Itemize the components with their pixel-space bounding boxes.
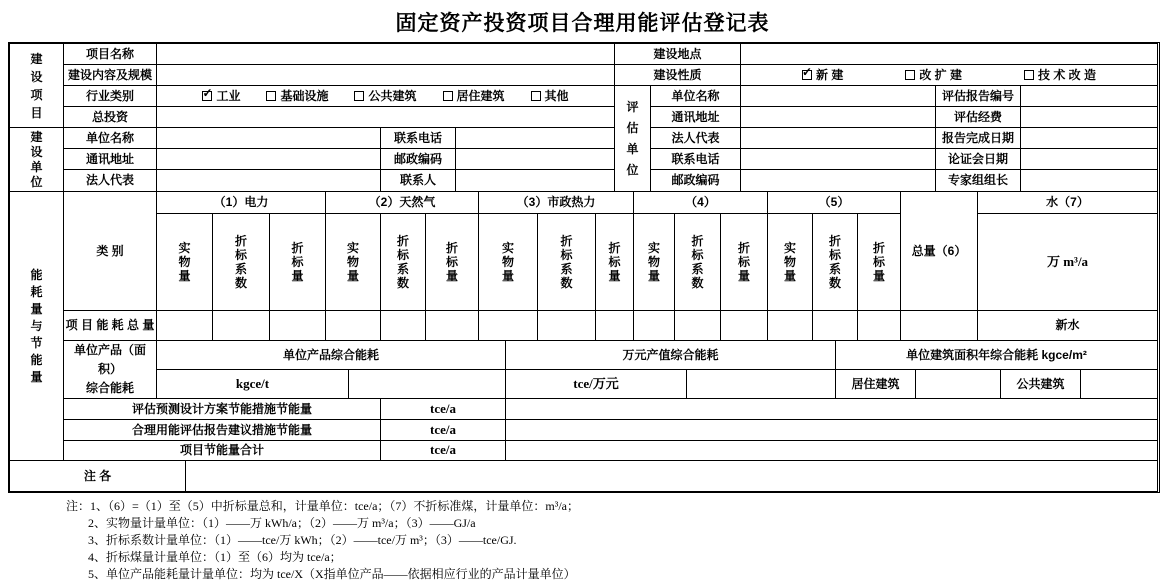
builder-contact-label: 联系人: [381, 170, 456, 192]
top-section-table: [9, 43, 1158, 192]
content-scale-value[interactable]: [157, 65, 615, 86]
energy-value-cell[interactable]: [157, 311, 213, 341]
savings-design-unit: tce/a: [381, 399, 506, 420]
nature-options-cell: [741, 65, 1158, 86]
checkbox-icon: [905, 70, 915, 80]
builder-contact-value[interactable]: [456, 170, 615, 192]
assessor-unit-name-label: 单位名称: [651, 86, 741, 107]
footnote-2: 2、实物量计量单位：（1）——万 kWh/a；（2）——万 m³/a；（3）——GJ/a: [88, 516, 476, 530]
public-building-value[interactable]: [1081, 370, 1158, 399]
total-energy-row-label: 项 目 能 耗 总 量: [64, 311, 157, 341]
checkbox-nature-new[interactable]: [802, 68, 843, 83]
checkbox-label: 基础设施: [280, 88, 329, 103]
builder-phone-label: 联系电话: [381, 128, 456, 149]
report-number-value[interactable]: [1021, 86, 1158, 107]
savings-design-label: 评估预测设计方案节能措施节能量: [64, 399, 381, 420]
footnote-5: 5、单位产品能耗量计量单位：均为 tce/X（X指单位产品——依据相应行业的产品计量单位）: [88, 567, 576, 581]
builder-address-value[interactable]: [157, 149, 381, 170]
group-header-4: （4）: [634, 192, 768, 214]
checkbox-icon: [802, 70, 812, 80]
checkbox-label: 新 建: [816, 67, 844, 82]
assess-fee-value[interactable]: [1021, 107, 1158, 128]
checkbox-industry-industrial[interactable]: [202, 89, 240, 104]
col-converted-label: 折标量: [596, 214, 634, 311]
per-product-header: 单位产品综合能耗: [157, 341, 506, 370]
checkbox-icon: [1024, 70, 1034, 80]
savings-report-label: 合理用能评估报告建议措施节能量: [64, 420, 381, 441]
col-conv-factor-label: 折标系数: [213, 214, 270, 311]
col-converted-label: 折标量: [270, 214, 326, 311]
group-header-natural-gas: （2）天然气: [326, 192, 479, 214]
location-label: 建设地点: [615, 44, 741, 65]
energy-value-cell[interactable]: [675, 311, 721, 341]
total6-header: 总量（6）: [901, 192, 978, 311]
col-physical-qty-label: 实物量: [326, 214, 381, 311]
checkbox-label: 工业: [216, 88, 241, 103]
savings-total-unit: tce/a: [381, 441, 506, 461]
col-conv-factor-label: 折标系数: [675, 214, 721, 311]
per-product-unit: kgce/t: [157, 370, 349, 399]
checkbox-label: 居住建筑: [456, 88, 505, 103]
assess-fee-label: 评估经费: [936, 107, 1021, 128]
checkbox-label: 公共建筑: [368, 88, 417, 103]
total-investment-value[interactable]: [157, 107, 615, 128]
footnotes: [0, 498, 1165, 583]
checkbox-industry-public[interactable]: [354, 89, 416, 104]
report-date-label: 报告完成日期: [936, 128, 1021, 149]
checkbox-icon: [531, 91, 541, 101]
assessor-address-value[interactable]: [741, 107, 936, 128]
energy-value-cell[interactable]: [326, 311, 381, 341]
energy-value-cell[interactable]: [538, 311, 596, 341]
fresh-water-label: 新水: [978, 311, 1158, 341]
location-value[interactable]: [741, 44, 1158, 65]
checkbox-icon: [202, 91, 212, 101]
group-header-municipal-heat: （3）市政热力: [479, 192, 634, 214]
col-physical-qty-label: 实物量: [157, 214, 213, 311]
checkbox-nature-expand[interactable]: [905, 68, 962, 83]
industry-label: 行业类别: [64, 86, 157, 107]
intensity-row-label: [64, 341, 157, 399]
savings-report-value[interactable]: [506, 420, 1158, 441]
expert-leader-label: 专家组组长: [936, 170, 1021, 192]
energy-value-cell[interactable]: [768, 311, 813, 341]
energy-section-table: [9, 191, 1158, 492]
water-unit-label: 万 m³/a: [978, 214, 1158, 311]
group-header-5: （5）: [768, 192, 901, 214]
category-header: 类 别: [64, 192, 157, 311]
assessor-zip-value[interactable]: [741, 170, 936, 192]
savings-total-value[interactable]: [506, 441, 1158, 461]
checkbox-label: 技 术 改 造: [1038, 67, 1097, 82]
energy-value-cell[interactable]: [596, 311, 634, 341]
remark-label: 注 各: [10, 461, 186, 492]
energy-value-cell[interactable]: [813, 311, 858, 341]
savings-report-unit: tce/a: [381, 420, 506, 441]
footnote-4: 4、折标煤量计量单位：（1）至（6）均为 tce/a；: [88, 550, 342, 564]
checkbox-industry-residential[interactable]: [443, 89, 505, 104]
per-product-value[interactable]: [349, 370, 506, 399]
group-construction-unit: 建设单位: [10, 128, 64, 192]
builder-zip-value[interactable]: [456, 149, 615, 170]
assessor-phone-label: 联系电话: [651, 149, 741, 170]
intensity-row-label-line1: 单位产品（面积）: [73, 343, 146, 376]
expert-leader-value[interactable]: [1021, 170, 1158, 192]
col-conv-factor-label: 折标系数: [538, 214, 596, 311]
project-name-label: 项目名称: [64, 44, 157, 65]
builder-unit-name-value[interactable]: [157, 128, 381, 149]
builder-phone-value[interactable]: [456, 128, 615, 149]
form-table: [8, 42, 1160, 493]
content-scale-label: 建设内容及规模: [64, 65, 157, 86]
builder-unit-name-label: 单位名称: [64, 128, 157, 149]
total6-value-cell[interactable]: [901, 311, 978, 341]
energy-value-cell[interactable]: [634, 311, 675, 341]
builder-zip-label: 邮政编码: [381, 149, 456, 170]
builder-address-label: 通讯地址: [64, 149, 157, 170]
group-energy-savings: 能耗量与节能量: [10, 192, 64, 461]
col-physical-qty-label: 实物量: [634, 214, 675, 311]
col-physical-qty-label: 实物量: [479, 214, 538, 311]
industry-options-cell: [157, 86, 615, 107]
col-converted-label: 折标量: [721, 214, 768, 311]
checkbox-icon: [354, 91, 364, 101]
group-header-electricity: （1）电力: [157, 192, 326, 214]
col-physical-qty-label: 实物量: [768, 214, 813, 311]
checkbox-industry-other[interactable]: [531, 89, 569, 104]
checkbox-label: 改 扩 建: [919, 67, 963, 82]
col-converted-label: 折标量: [426, 214, 479, 311]
form-sheet: [0, 7, 1165, 579]
per-value-unit: tce/万元: [506, 370, 687, 399]
energy-value-cell[interactable]: [721, 311, 768, 341]
energy-value-cell[interactable]: [213, 311, 270, 341]
per-value-value[interactable]: [687, 370, 836, 399]
energy-value-cell[interactable]: [381, 311, 426, 341]
report-date-value[interactable]: [1021, 128, 1158, 149]
checkbox-industry-infrastructure[interactable]: [266, 89, 328, 104]
per-area-header: 单位建筑面积年综合能耗 kgce/m²: [836, 341, 1158, 370]
col-converted-label: 折标量: [858, 214, 901, 311]
project-name-value[interactable]: [157, 44, 615, 65]
nature-label: 建设性质: [615, 65, 741, 86]
residential-label: 居住建筑: [836, 370, 916, 399]
savings-total-label: 项目节能量合计: [64, 441, 381, 461]
public-building-label: 公共建筑: [1001, 370, 1081, 399]
assessor-legal-value[interactable]: [741, 128, 936, 149]
group-construction-project: 建设项目: [10, 44, 64, 128]
builder-legal-label: 法人代表: [64, 170, 157, 192]
footnote-1: 注：1、（6）=（1）至（5）中折标量总和，计量单位：tce/a；（7）不折标准煤，计量单位：m³/a；: [66, 499, 580, 513]
assessor-phone-value[interactable]: [741, 149, 936, 170]
remark-value[interactable]: [186, 461, 1158, 492]
checkbox-label: 其他: [544, 88, 569, 103]
total-investment-label: 总投资: [64, 107, 157, 128]
assessor-zip-label: 邮政编码: [651, 170, 741, 192]
review-date-value[interactable]: [1021, 149, 1158, 170]
energy-value-cell[interactable]: [858, 311, 901, 341]
energy-value-cell[interactable]: [426, 311, 479, 341]
checkbox-icon: [443, 91, 453, 101]
water7-header: 水（7）: [978, 192, 1158, 214]
col-conv-factor-label: 折标系数: [813, 214, 858, 311]
energy-value-cell[interactable]: [270, 311, 326, 341]
energy-value-cell[interactable]: [479, 311, 538, 341]
builder-legal-value[interactable]: [157, 170, 381, 192]
assessor-unit-name-value[interactable]: [741, 86, 936, 107]
checkbox-icon: [266, 91, 276, 101]
residential-value[interactable]: [916, 370, 1001, 399]
group-assessment-unit: 评估单位: [615, 86, 651, 192]
report-number-label: 评估报告编号: [936, 86, 1021, 107]
form-title: 固定资产投资项目合理用能评估登记表: [395, 12, 770, 35]
savings-design-value[interactable]: [506, 399, 1158, 420]
per-value-header: 万元产值综合能耗: [506, 341, 836, 370]
footnote-3: 3、折标系数计量单位：（1）——tce/万 kWh；（2）——tce/万 m³；（3）——tce/GJ.: [88, 533, 517, 547]
assessor-legal-label: 法人代表: [651, 128, 741, 149]
review-date-label: 论证会日期: [936, 149, 1021, 170]
assessor-address-label: 通讯地址: [651, 107, 741, 128]
col-conv-factor-label: 折标系数: [381, 214, 426, 311]
intensity-row-label-line2: 综合能耗: [85, 381, 134, 395]
checkbox-nature-techreno[interactable]: [1024, 68, 1096, 83]
